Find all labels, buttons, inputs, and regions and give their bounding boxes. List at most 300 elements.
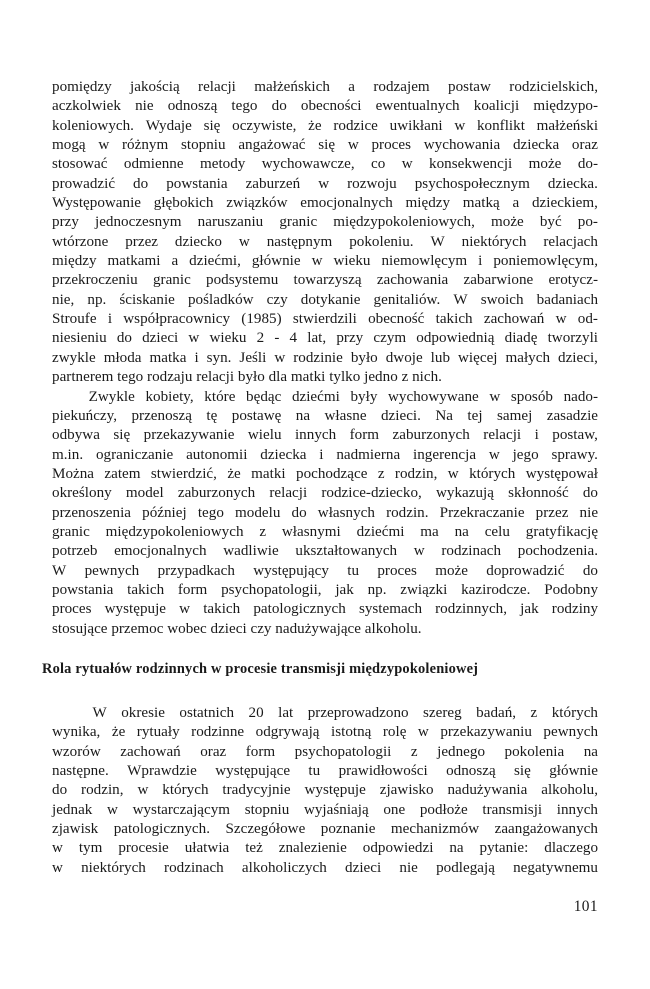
word-gap	[288, 194, 301, 213]
word: przy	[336, 330, 364, 347]
word-gap	[97, 310, 108, 329]
word-gap	[244, 723, 255, 742]
word: być	[539, 214, 562, 231]
word-gap	[525, 117, 537, 136]
word: współpracownicy	[123, 311, 231, 328]
word-gap	[447, 581, 461, 600]
word: lub	[430, 349, 451, 366]
word: międzypokoleniowych	[105, 523, 244, 540]
word-gap	[168, 136, 181, 155]
word: zaangażowanych	[494, 821, 598, 838]
word-gap	[178, 252, 189, 271]
word-gap	[164, 484, 178, 503]
word: rodzicielskich,	[509, 79, 599, 95]
word-gap	[220, 117, 232, 136]
word-gap	[113, 581, 127, 600]
word: nadmierna	[336, 446, 401, 463]
word: dzieckiem,	[531, 195, 598, 212]
word: dzieci.	[380, 407, 421, 424]
word: zwykle	[52, 349, 96, 366]
word-gap	[164, 581, 178, 600]
word: autonomii	[186, 446, 248, 463]
word: -	[274, 330, 280, 347]
word: tworzyli	[547, 330, 599, 347]
word-gap	[92, 600, 105, 619]
word: na	[583, 743, 598, 760]
word-gap	[370, 252, 381, 271]
word: skłonność	[508, 485, 569, 502]
word: Zwykle	[88, 388, 135, 405]
word: czy	[266, 291, 288, 308]
word: niemowlęcym	[381, 253, 468, 270]
text-line	[52, 407, 598, 426]
word: pokolenia	[504, 743, 565, 760]
word-gap	[86, 136, 99, 155]
text-line	[52, 743, 598, 762]
word-gap	[108, 155, 124, 174]
word-gap	[355, 78, 373, 97]
word: zachowań	[483, 311, 545, 328]
word-gap	[479, 820, 494, 839]
word-gap	[210, 820, 225, 839]
word-gap	[307, 446, 320, 465]
word-gap	[434, 781, 448, 800]
word: mechanizmów	[390, 821, 480, 838]
word-gap	[429, 723, 440, 742]
word-gap	[282, 310, 293, 329]
word: do	[291, 504, 307, 521]
text-line	[52, 446, 598, 465]
word: zabarwione	[463, 272, 534, 289]
word: wyjaśniają	[303, 801, 369, 818]
word: stopniu	[244, 801, 290, 818]
word: odpowiedzi	[362, 840, 434, 857]
word-gap	[305, 820, 320, 839]
word-gap	[320, 762, 338, 781]
word-gap	[258, 97, 272, 116]
word-gap	[300, 175, 318, 194]
word-gap	[379, 426, 392, 445]
word: takich	[435, 311, 473, 328]
word-gap	[106, 291, 119, 310]
word-gap	[500, 136, 513, 155]
word: dziecka	[512, 137, 560, 154]
word-gap	[275, 743, 294, 762]
word-gap	[247, 446, 260, 465]
word-gap	[293, 704, 307, 723]
word: rodzinach	[164, 859, 224, 876]
word: i	[107, 311, 113, 328]
word: przenoszenia	[52, 504, 132, 521]
word: nich.	[412, 369, 442, 386]
word: tego	[117, 369, 144, 386]
word: małżeński	[536, 117, 599, 134]
word: koalicji	[473, 98, 520, 115]
word: Występowanie	[52, 195, 142, 212]
word: m.in.	[52, 446, 84, 463]
word: tylko	[329, 369, 361, 386]
word: pomiędzy	[52, 79, 112, 95]
word: i	[478, 253, 483, 270]
text-line	[52, 839, 598, 858]
word: rodzice-dziecko,	[321, 485, 422, 502]
word: 2	[256, 330, 265, 347]
word: np.	[87, 291, 107, 308]
word-gap	[224, 859, 242, 878]
word: rodzaju	[147, 369, 193, 386]
word: w	[555, 311, 567, 328]
word-gap	[96, 349, 104, 368]
word: związki	[400, 581, 448, 598]
word-gap	[542, 801, 557, 820]
word: rodzin.	[386, 504, 429, 521]
word-gap	[222, 233, 239, 252]
word: były	[350, 388, 378, 405]
word: ewentualnych	[375, 98, 460, 115]
word: genitaliów.	[373, 291, 441, 308]
word: transmisji	[482, 801, 543, 818]
word: badaniach	[536, 291, 599, 308]
word-gap	[241, 465, 251, 484]
word: w	[447, 465, 459, 482]
word-gap	[92, 801, 107, 820]
word: następnym	[266, 233, 333, 250]
word-gap	[228, 175, 246, 194]
word: odbywa	[52, 427, 100, 444]
word-gap	[422, 600, 435, 619]
word-gap	[287, 97, 301, 116]
word-gap	[464, 839, 480, 858]
word-gap	[525, 504, 536, 523]
word-gap	[473, 310, 484, 329]
word: form	[245, 743, 276, 760]
word: w	[347, 137, 359, 154]
word-gap	[391, 743, 410, 762]
word: zaburzeń	[245, 175, 301, 192]
word-gap	[500, 194, 513, 213]
paragraph	[52, 78, 598, 388]
word-gap	[501, 542, 518, 561]
word-gap	[568, 504, 579, 523]
word: że	[308, 117, 322, 134]
word-gap	[213, 194, 226, 213]
word: stwierdzić,	[150, 465, 217, 482]
word: dziećmi	[356, 523, 405, 540]
word: na	[454, 523, 469, 540]
word: w	[454, 117, 466, 134]
word-gap	[112, 310, 123, 329]
word: młoda	[103, 349, 142, 366]
word-gap	[439, 523, 455, 542]
word: lat,	[307, 330, 327, 347]
word: obecności	[300, 98, 362, 115]
word-gap	[306, 136, 319, 155]
word-gap	[423, 349, 431, 368]
word: z	[259, 523, 267, 540]
word-gap	[482, 252, 493, 271]
word: przemoc	[111, 620, 164, 637]
text-line	[52, 97, 598, 116]
word: tradycyjnie	[222, 782, 291, 799]
word-gap	[138, 271, 153, 290]
word-gap	[469, 523, 485, 542]
word: patologicznych	[253, 601, 346, 618]
word-gap	[443, 117, 455, 136]
word: dzieci,	[558, 349, 598, 366]
word: z	[401, 369, 409, 386]
word: matką	[462, 195, 500, 212]
word: pewnych	[84, 562, 140, 579]
word: jednego	[437, 743, 486, 760]
word: wieku	[209, 330, 247, 347]
word: tej	[467, 407, 483, 424]
word: jedno	[364, 369, 398, 386]
word: się	[113, 427, 131, 444]
word-gap	[437, 465, 447, 484]
word: wychowania	[423, 137, 501, 154]
word: znalezienie	[278, 840, 347, 857]
word-gap	[154, 97, 168, 116]
word: rodzajem	[373, 79, 430, 95]
word-gap	[125, 723, 136, 742]
word-gap	[512, 155, 528, 174]
word: gratyfikację	[525, 523, 599, 540]
word-gap	[406, 329, 416, 348]
word: form	[177, 581, 208, 598]
word-gap	[329, 175, 347, 194]
word: rodzinach	[441, 543, 502, 560]
word-gap	[79, 213, 95, 232]
word: (1985)	[241, 311, 282, 328]
word: prawidłowości	[338, 763, 428, 780]
word-gap	[226, 136, 239, 155]
word-gap	[528, 839, 544, 858]
word: matki	[251, 465, 286, 482]
word: wieku	[333, 253, 371, 270]
word-gap	[107, 704, 121, 723]
word-gap	[378, 117, 390, 136]
word: relacji	[269, 485, 308, 502]
word-gap	[192, 407, 206, 426]
text-line	[52, 252, 598, 271]
word-gap	[387, 581, 401, 600]
word: niektórych	[81, 859, 146, 876]
word: w	[52, 859, 63, 876]
word: w	[318, 175, 330, 192]
word: jak	[520, 601, 539, 618]
text-line	[52, 704, 598, 723]
word: nie	[399, 859, 418, 876]
word-gap	[63, 859, 81, 878]
word: wielu	[247, 427, 282, 444]
word: Szczegółowe	[225, 821, 306, 838]
word-gap	[537, 704, 551, 723]
word-gap	[527, 781, 541, 800]
word-gap	[246, 329, 256, 348]
word-gap	[521, 426, 534, 445]
word-gap	[263, 213, 279, 232]
word-gap	[74, 291, 87, 310]
word-gap	[234, 426, 247, 445]
word-gap	[226, 743, 245, 762]
word: dotykanie	[300, 291, 361, 308]
word: swoich	[480, 291, 524, 308]
word: nie	[579, 504, 599, 521]
word-gap	[78, 388, 89, 407]
word-gap	[241, 252, 252, 271]
word: do	[271, 98, 287, 115]
word-gap	[121, 97, 135, 116]
word: istotną	[331, 724, 372, 741]
word: zaburzonych	[177, 485, 256, 502]
word-gap	[254, 291, 267, 310]
word-gap	[360, 291, 373, 310]
word-gap	[135, 388, 146, 407]
word: co	[371, 156, 386, 173]
word-gap	[507, 600, 520, 619]
word: z	[410, 743, 418, 760]
word: do	[116, 330, 132, 347]
word: stosujące	[52, 620, 108, 637]
word-gap	[66, 562, 84, 581]
word: dziećmi	[291, 388, 340, 405]
word-gap	[475, 213, 491, 232]
word: występujące	[215, 763, 291, 780]
word: niesieniu	[52, 330, 107, 347]
word: rolę	[382, 724, 407, 741]
word: relacji	[483, 427, 522, 444]
word-gap	[235, 388, 246, 407]
word: dzieci	[345, 859, 382, 876]
word: małych	[505, 349, 551, 366]
word-gap	[115, 175, 133, 194]
word: w	[401, 156, 413, 173]
word: oraz	[571, 137, 598, 154]
word-gap	[67, 781, 81, 800]
text-line	[52, 213, 598, 232]
word: w	[238, 233, 250, 250]
word: tu	[308, 763, 321, 780]
word-gap	[166, 600, 179, 619]
word-gap	[180, 723, 191, 742]
word-gap	[281, 407, 295, 426]
word: oraz	[200, 743, 227, 760]
word: do	[582, 485, 598, 502]
word-gap	[564, 743, 583, 762]
word: proces	[371, 137, 411, 154]
word-gap	[132, 329, 142, 348]
word: z	[530, 705, 538, 721]
word: kobiety,	[145, 388, 194, 405]
word: powstania	[166, 175, 228, 192]
word-gap	[217, 97, 231, 116]
word: granic	[152, 272, 191, 289]
word: W	[92, 705, 107, 721]
word: proces	[52, 601, 92, 618]
word-gap	[375, 820, 390, 839]
word: partnerem	[52, 369, 114, 386]
word: na	[295, 407, 311, 424]
word: psychopatologii,	[221, 581, 322, 598]
word-gap	[510, 523, 526, 542]
word: koleniowych.	[52, 117, 134, 134]
word: innych	[556, 801, 598, 818]
word: do	[52, 782, 68, 799]
word-gap	[440, 291, 453, 310]
word: a	[348, 79, 356, 95]
word-gap	[532, 723, 543, 742]
word-gap	[335, 136, 348, 155]
word: konflikt	[476, 117, 525, 134]
word: nadużywania	[447, 782, 528, 799]
text-line	[52, 723, 598, 742]
word-gap	[479, 388, 490, 407]
word-gap	[118, 801, 133, 820]
word-gap	[336, 426, 349, 445]
word-gap	[112, 484, 126, 503]
word-gap	[230, 310, 241, 329]
word: wtórzone	[52, 233, 109, 250]
word: zachowań	[120, 743, 181, 760]
word-gap	[460, 97, 474, 116]
section-heading: Rola rytuałów rodzinnych w procesie transmisji międzypokoleniowej	[42, 661, 479, 677]
word: przy	[52, 214, 79, 231]
word: do	[582, 562, 598, 579]
word-gap	[470, 426, 483, 445]
word: czym	[373, 330, 407, 347]
word: było	[350, 349, 378, 366]
word-gap	[341, 523, 357, 542]
word: jednak	[52, 801, 93, 818]
word: rodziny	[551, 601, 599, 618]
word: tego	[197, 504, 224, 521]
word: rodzin,	[394, 465, 438, 482]
word: się	[318, 137, 336, 154]
word-gap	[468, 562, 486, 581]
word: ściskanie	[119, 291, 175, 308]
word-gap	[445, 233, 462, 252]
text-line	[52, 762, 598, 781]
word-gap	[530, 175, 548, 194]
word-gap	[531, 762, 549, 781]
word: w	[107, 801, 118, 818]
word-gap	[278, 271, 293, 290]
word: wynika,	[52, 724, 101, 741]
word-gap	[322, 117, 334, 136]
word-gap	[98, 820, 113, 839]
word-gap	[430, 78, 448, 97]
word: z	[377, 465, 385, 482]
word-gap	[428, 762, 446, 781]
word-gap	[197, 762, 215, 781]
word-gap	[97, 252, 108, 271]
word: nie	[135, 98, 154, 115]
word-gap	[131, 504, 142, 523]
word: w	[98, 137, 110, 154]
word: model	[125, 485, 164, 502]
word: proces	[377, 562, 417, 579]
word: granic	[52, 523, 90, 540]
word-gap	[184, 155, 200, 174]
word-gap	[288, 291, 301, 310]
word-gap	[285, 349, 293, 368]
word: kazirodcze.	[461, 581, 531, 598]
word: Podobny	[544, 581, 599, 598]
word-gap	[94, 465, 104, 484]
word-gap	[366, 781, 380, 800]
word-gap	[476, 446, 489, 465]
word-gap	[296, 117, 308, 136]
